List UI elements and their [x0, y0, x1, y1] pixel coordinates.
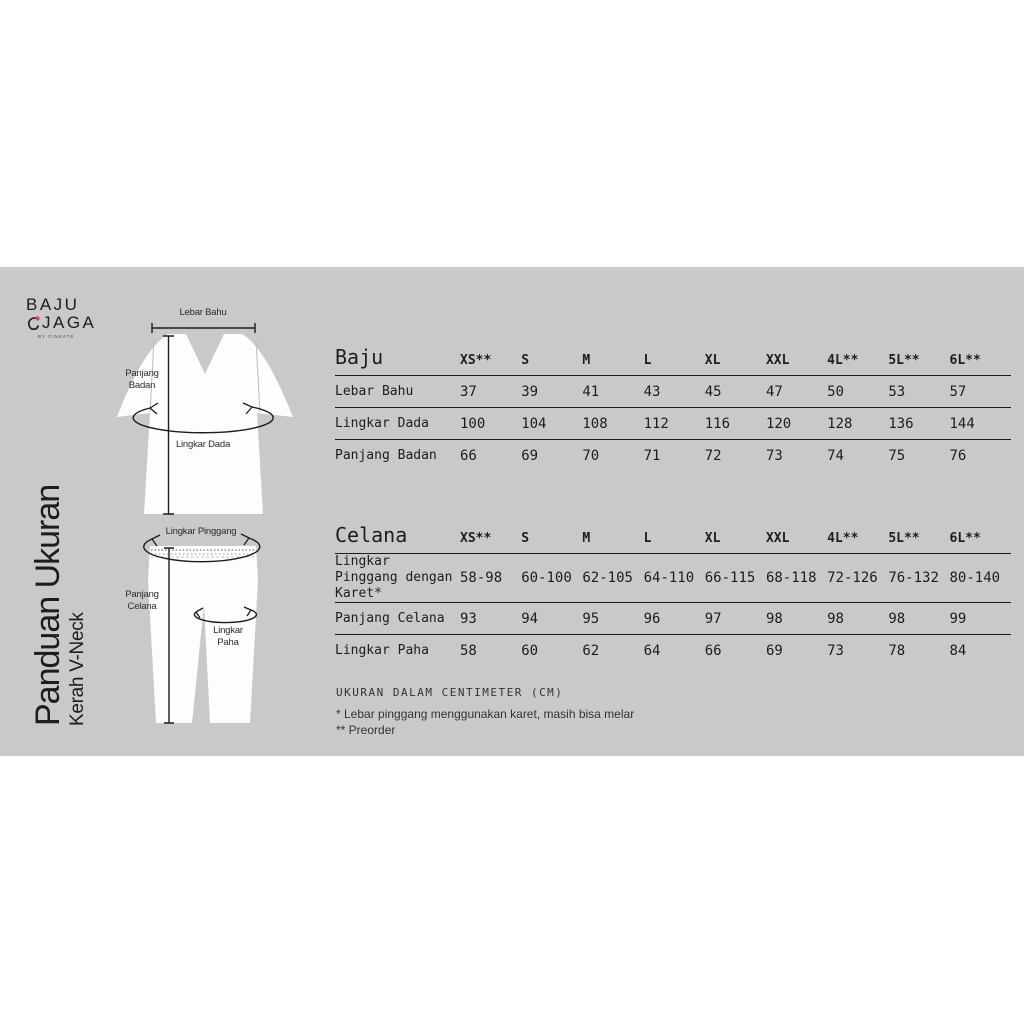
label-lingkar-paha-line2: Paha: [217, 637, 239, 648]
size-column-header: 4L**: [827, 353, 859, 368]
row-label: Lebar Bahu: [335, 383, 414, 399]
size-value: 39: [521, 383, 539, 400]
unit-note: UKURAN DALAM CENTIMETER (CM): [336, 686, 564, 699]
size-column-header: XS**: [460, 353, 492, 368]
size-value: 70: [582, 447, 600, 464]
celana-size-table: [335, 507, 1011, 666]
size-value: 76-132: [888, 570, 939, 586]
size-value: 57: [949, 383, 967, 400]
size-value: 112: [643, 415, 669, 432]
stethoscope-icon: [26, 315, 41, 332]
row-label: Panjang Celana: [335, 610, 445, 626]
brand-logo: [26, 296, 96, 339]
size-value: 60: [521, 642, 539, 659]
footnote-karet: * Lebar pinggang menggunakan karet, masih bisa melar: [336, 707, 635, 721]
size-value: 120: [765, 415, 792, 432]
label-panjang-badan: [116, 368, 168, 392]
size-column-header: 5L**: [888, 531, 920, 546]
row-label: Lingkar Pinggang dengan Karet*: [335, 554, 453, 601]
size-column-header: S: [521, 353, 530, 368]
size-column-header: M: [582, 531, 591, 546]
size-column-header: L: [643, 353, 652, 368]
size-value: 50: [827, 383, 844, 400]
size-value: 73: [827, 642, 844, 659]
page-title: Panduan Ukuran: [29, 484, 67, 726]
size-value: 53: [888, 383, 906, 400]
size-value: 116: [704, 415, 731, 432]
size-value: 96: [643, 610, 661, 627]
page-subtitle: Kerah V-Neck: [67, 612, 88, 726]
size-value: 100: [460, 415, 486, 432]
size-column-header: 6L**: [949, 353, 981, 368]
size-value: 69: [521, 447, 539, 464]
label-panjang-celana: [116, 589, 168, 613]
size-value: 144: [949, 415, 975, 432]
baju-header-row: [335, 331, 1011, 375]
label-panjang-badan-line1: Panjang: [125, 368, 159, 379]
brand-logo-line2: [26, 314, 96, 332]
size-column-header: XXL: [765, 531, 790, 546]
brand-logo-line2-text: JAGA: [42, 313, 97, 332]
size-value: 108: [582, 415, 608, 432]
size-value: 68-118: [765, 570, 817, 586]
size-value: 43: [643, 383, 661, 400]
size-value: 72-126: [827, 570, 878, 586]
size-value: 98: [765, 610, 783, 627]
label-lingkar-paha-line1: Lingkar: [213, 625, 243, 636]
size-value: 66: [460, 447, 477, 464]
size-value: 98: [827, 610, 844, 627]
size-column-header: M: [582, 353, 591, 368]
size-column-header: XL: [704, 353, 721, 368]
size-value: 74: [827, 447, 844, 464]
size-value: 60-100: [521, 570, 572, 586]
size-column-header: XS**: [460, 531, 492, 546]
size-value: 104: [521, 415, 547, 432]
size-value: 72: [704, 447, 722, 464]
size-value: 41: [582, 383, 600, 400]
size-value: 128: [827, 415, 853, 432]
size-column-header: XXL: [765, 353, 790, 368]
size-value: 58: [460, 642, 477, 659]
size-value: 78: [888, 642, 906, 659]
table-row: [335, 407, 1011, 439]
row-values: [460, 448, 1011, 464]
baju-size-table: [335, 331, 1011, 471]
size-value: 98: [888, 610, 906, 627]
size-value: 45: [704, 383, 722, 400]
rotated-title-block: [30, 485, 90, 726]
brand-byline: BY CINKATE: [38, 334, 75, 339]
label-lebar-bahu: Lebar Bahu: [179, 307, 227, 318]
celana-header-row: [335, 507, 1011, 553]
row-values: [460, 643, 1011, 659]
size-value: 62: [582, 642, 600, 659]
size-value: 37: [460, 383, 477, 400]
table-row: [335, 634, 1011, 666]
size-column-headers: [460, 531, 1011, 546]
label-panjang-celana-line1: Panjang: [125, 589, 159, 600]
size-value: 58-98: [460, 570, 503, 586]
label-panjang-badan-line2: Badan: [128, 380, 156, 391]
table-row: [335, 553, 1011, 602]
table-row: [335, 602, 1011, 634]
size-column-headers: [460, 353, 1011, 368]
size-value: 93: [460, 610, 477, 627]
size-value: 84: [949, 642, 967, 659]
row-values: [460, 416, 1011, 432]
footnote-preorder: ** Preorder: [336, 722, 396, 737]
row-label: Lingkar Dada: [335, 415, 429, 431]
row-label: Lingkar Paha: [335, 642, 429, 658]
label-lingkar-pinggang: Lingkar Pinggang: [165, 526, 237, 537]
size-column-header: L: [643, 531, 652, 546]
size-value: 47: [765, 383, 783, 400]
size-column-header: XL: [704, 531, 721, 546]
row-label: Panjang Badan: [335, 447, 437, 463]
size-column-header: 6L**: [949, 531, 981, 546]
size-value: 66-115: [704, 570, 756, 586]
baju-table-title: Baju: [335, 345, 384, 369]
row-values: [460, 384, 1011, 400]
size-value: 73: [765, 447, 783, 464]
size-value: 80-140: [949, 570, 1001, 586]
table-row: [335, 375, 1011, 407]
size-value: 95: [582, 610, 600, 627]
size-column-header: S: [521, 531, 530, 546]
size-value: 94: [521, 610, 539, 627]
size-value: 69: [765, 642, 783, 659]
row-values: [460, 570, 1011, 586]
size-guide-card: [0, 267, 1024, 756]
label-panjang-celana-line2: Celana: [127, 601, 157, 612]
label-lingkar-dada: Lingkar Dada: [175, 439, 231, 450]
size-value: 66: [704, 642, 722, 659]
size-column-header: 4L**: [827, 531, 859, 546]
size-value: 64: [643, 642, 661, 659]
size-value: 76: [949, 447, 967, 464]
size-column-header: 5L**: [888, 353, 920, 368]
size-value: 99: [949, 610, 967, 627]
table-row: [335, 439, 1011, 471]
brand-logo-line1: BAJU: [26, 295, 80, 314]
size-value: 62-105: [582, 570, 633, 586]
celana-table-title: Celana: [335, 523, 408, 547]
label-lingkar-paha: [200, 625, 256, 649]
size-value: 75: [888, 447, 906, 464]
row-values: [460, 611, 1011, 627]
footnotes: [336, 686, 634, 738]
size-value: 97: [704, 610, 722, 627]
size-value: 64-110: [643, 570, 695, 586]
shoulder-width-line: [152, 323, 255, 333]
size-value: 136: [888, 415, 914, 432]
size-value: 71: [643, 447, 661, 464]
